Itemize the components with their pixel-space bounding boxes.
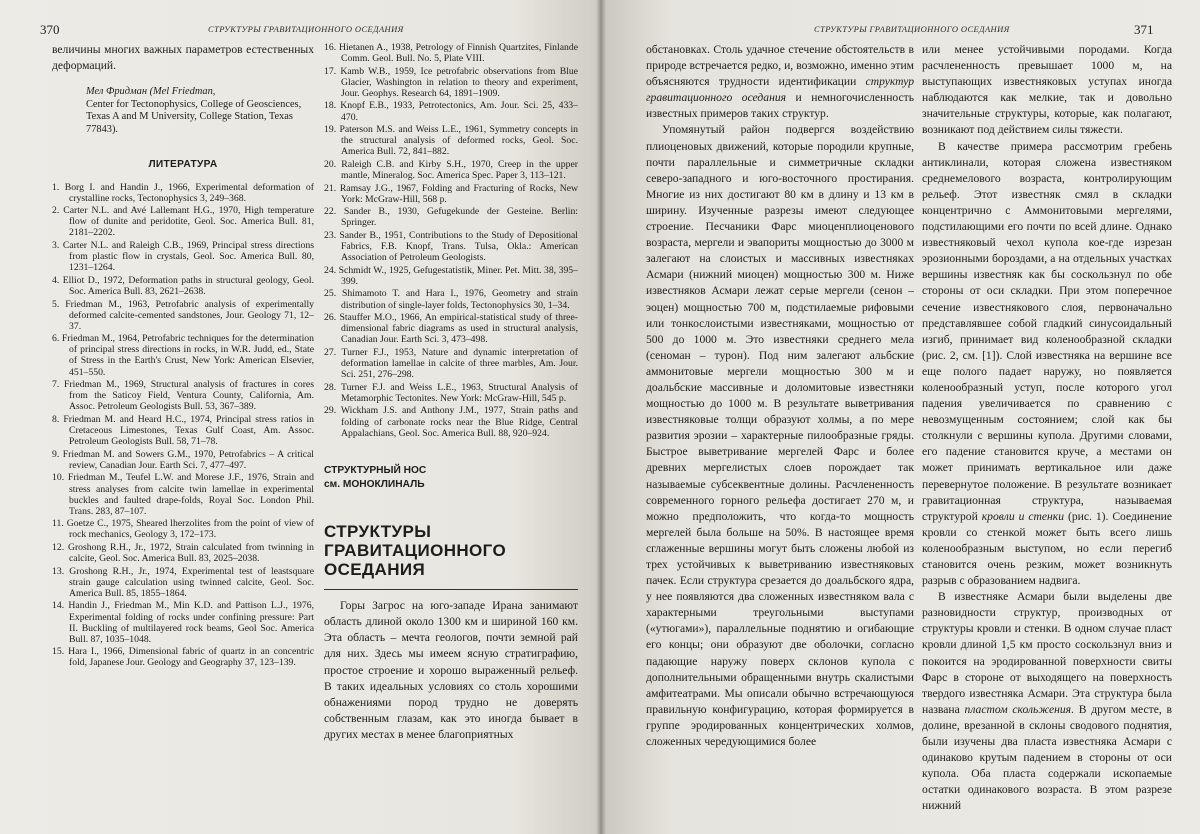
chapter-title bbox=[324, 522, 578, 579]
reference-item: 15. Hara I., 1966, Dimensional fabric of quartz in an concentric fold, Japanese Jour. Geology and Geography 37, 123–139. bbox=[52, 646, 314, 669]
cross-reference-heading-line2: см. МОНОКЛИНАЛЬ bbox=[324, 479, 425, 491]
chapter-title-line1: СТРУКТУРЫ bbox=[324, 522, 432, 542]
italic-term: кровли и стенки bbox=[981, 509, 1064, 523]
author-name: Мел Фридман (Mel Friedman, bbox=[86, 86, 216, 98]
reference-item: 25. Shimamoto T. and Hara I., 1976, Geometry and strain distribution of single-layer folds, Tectonophysics 30, 1–34. bbox=[324, 288, 578, 311]
reference-item: 11. Goetze C., 1975, Sheared lherzolites from the point of view of rock mechanics, Geology 3, 172–173. bbox=[52, 518, 314, 541]
reference-item: 2. Carter N.L. and Avé Lallemant H.G., 1970, High temperature flow of dunite and peridotite, Geol. Soc. America Bull. 81, 2181–2202. bbox=[52, 205, 314, 239]
text-run: В известняке Асмари были выделены две разновидности структур, производных от структуры кровли и стенки. В одном случае пласт кровли длиной 1,5 км просто соскользнул вниз и покоится на эродированной поверхности свиты Фарс в стороне от выходящего на поверхность твердого известняка Асмари. Эта структура была названа bbox=[922, 590, 1172, 716]
reference-item: 3. Carter N.L. and Raleigh C.B., 1969, Principal stress directions from plastic flow in crystals, Geol. Soc. America Bull. 80, 1231–1264. bbox=[52, 240, 314, 274]
right-column-1 bbox=[646, 42, 914, 834]
left-column-1 bbox=[52, 42, 314, 832]
reference-item: 22. Sander B., 1930, Gefugekunde der Gesteine. Berlin: Springer. bbox=[324, 206, 578, 229]
reference-item: 19. Paterson M.S. and Weiss L.E., 1961, Symmetry concepts in the structural analysis of deformed rocks, Geol. Soc. America Bull. 72, 841–882. bbox=[324, 124, 578, 158]
book-gutter-shadow bbox=[596, 0, 606, 834]
reference-item: 5. Friedman M., 1963, Petrofabric analysis of experimentally deformed calcite-cemented sandstones, Jour. Geology 71, 12–37. bbox=[52, 298, 314, 332]
page-number-right: 371 bbox=[1134, 22, 1154, 37]
author-affiliation: Center for Tectonophysics, College of Geosciences, Texas A and M University, College Station, Texas 77843). bbox=[86, 98, 302, 135]
reference-item: 4. Elliot D., 1972, Deformation paths in structural geology, Geol. Soc. America Bull. 83, 2621–2638. bbox=[52, 274, 314, 297]
body-paragraph: или менее устойчивыми породами. Когда расчлененность превышает 1000 м, на выступающих известняковых уступах иногда наблюдаются как мелкие, так и довольно значительные структуры, которые, как полагают, возникают под действием силы тяжести. bbox=[922, 43, 1172, 137]
reference-item: 6. Friedman M., 1964, Petrofabric techniques for the determination of principal stress directions in rocks, in W.R. Judd, ed., State of Stress in the Earth's Crust, New York: American Elsevier, 451–550. bbox=[52, 333, 314, 378]
reference-item: 14. Handin J., Friedman M., Min K.D. and Pattison L.J., 1976, Experimental folding of rocks under confining pressure: Part II. Buckling of multilayered rock beams, Geol Soc. America Bull. 87, 1035–1048. bbox=[52, 600, 314, 645]
reference-item: 26. Stauffer M.O., 1966, An empirical-statistical study of three-dimensional fabric diagrams as used in structural analysis, Canadian Jour. Earth Sci. 3, 473–498. bbox=[324, 312, 578, 346]
reference-item: 1. Borg I. and Handin J., 1966, Experimental deformation of crystalline rocks, Tectonophysics 3, 249–368. bbox=[52, 181, 314, 204]
chapter-intro-paragraph: Горы Загрос на юго-западе Ирана занимают область длиной около 1300 км и шириной 160 км. Эта область – мечта геологов, почти земной рай для них. Здесь мы имеем ясную стратиграфию, простое строение и хорошо выраженный рельеф. В таких идеальных условиях со столь хорошими обнажениями пород трудно не доверять собственным глазам, как это иногда бывает в других местах в менее благоприятных bbox=[324, 599, 578, 741]
reference-item: 12. Groshong R.H., Jr., 1972, Strain calculated from twinning in calcite, Geol. Soc. America Bull. 83, 2025–2038. bbox=[52, 541, 314, 565]
reference-item: 9. Friedman M. and Sowers G.M., 1970, Petrofabrics – A critical review, Canadian Jour. Earth Sci. 7, 477–497. bbox=[52, 448, 314, 471]
reference-item: 8. Friedman M. and Heard H.C., 1974, Principal stress ratios in Cretaceous Limestones, Texas Gulf Coast, Am. Assoc. Petroleum Geologists Bull. 58, 71–78. bbox=[52, 413, 314, 448]
reference-item: 23. Sander B., 1951, Contributions to the Study of Depositional Fabrics, F.B. Knopf, Trans. Tulsa, Okla.: American Association of Petroleum Geologists. bbox=[324, 230, 578, 264]
running-head-left: СТРУКТУРЫ ГРАВИТАЦИОННОГО ОСЕДАНИЯ bbox=[208, 24, 404, 34]
body-paragraph: Упомянутый район подвергся воздействию плиоценовых движений, которые породили крупные, почти параллельные и симметричные складки северо-западного и юго-восточного простирания. Многие из них достигают 80 км в длину и 13 км в ширину. Изученные разрезы имеют следующее строение. Песчаники Фарс миоценплиоценового возраста, мергели и эвапориты мощностью до 3000 м залегают на слоистых и массивных известняках Асмари (нижний миоцен) мощностью 300 м. Ниже известняков Асмари лежат серые мергели (сенон – эоцен) мощностью 700 м, подстилаемые рифовыми или тонкослоистыми известняками, мощностью от 500 до 1000 м. Это известняки среднего мела (сеноман – турон). Под ним залегают альбские аммонитовые мергели мощностью 300 м и доальбские массивные и доломитовые известняки мощностью до 1000 м. В результате выветривания известняковые толщи образуют холмы, а по мере развития эрозии – характерные пилообразные гряды. Быстрое выветривание мергелей Фарс и более древних мергелистых слоев порождает так называемые субсеквентные долины. Расчлененность современного горного рельефа достигает 270 м, и можно предположить, что когда-то мощность мергелей была больше на 50%. В настоящее время сглаженные вершины могут быть сложены любой из трех устойчивых к выветриванию известняковых пачек. Если структура срезается до доальбского ядра, у нее появляются два сложенных известняком вала с характерными треугольными выступами («утюгами»), параллельные поднятию и огибающие его концы; они образуют две оболочки, согласно падающие наружу поверх склонов купола с дополнительными обращенными внутрь скалистыми амфитеатрами. Мы описали обычно встречающуюся правильную конфигурацию, которая формируется в группе эродированных концентрических холмов, сложенных чередующимися более bbox=[646, 123, 914, 749]
page-number-left: 370 bbox=[40, 22, 60, 37]
running-head-right: СТРУКТУРЫ ГРАВИТАЦИОННОГО ОСЕДАНИЯ bbox=[814, 24, 1010, 34]
body-paragraph bbox=[646, 42, 914, 122]
chapter-title-line2: ГРАВИТАЦИОННОГО ОСЕДАНИЯ bbox=[324, 541, 507, 580]
text-run: обстановках. Столь удачное стечение обстоятельств в природе встречается редко, и, возможно, именно этим объясняются трудности идентификации bbox=[646, 43, 914, 89]
reference-item: 7. Friedman M., 1969, Structural analysis of fractures in cores from the Saticoy Field, Ventura County, California, Am. Assoc. Petroleum Geologists Bull. 53, 367–389. bbox=[52, 379, 314, 413]
cross-reference-heading-line1: СТРУКТУРНЫЙ НОС bbox=[324, 465, 427, 477]
text-run: . В другом месте, в долине, врезанной в склоны сводового поднятия, были изучены два пласта известняка Асмари с одинаково крутым падением в стороны от оси купола. Оба пласта содержали ископаемые остатки одинакового возраста. В этом разрезе нижний bbox=[922, 702, 1172, 813]
reference-list-1 bbox=[52, 182, 314, 669]
text-run: В качестве примера рассмотрим гребень антиклинали, которая сложена известняком среднемелового возраста, контролирующим рельеф. Этот известняк смял в складки концентрично с Аммонитовыми мергелями, подстилающими его почти по всей длине. Однако известняковый чехол купола кое-где изрезан эрозионными бороздами, а на отдельных участках вершины известняк как бы соскользнул по обе стороны от оси складки. При этом поперечное сечение известнякового слоя, первоначально представлявшее собой гладкий синусоидальный изгиб, принимает вид коленообразной складки (рис. 2, см. [1]). Слой известняка на вершине все еще полого падает наружу, но появляется коленообразный уступ, после которого угол падения увеличивается по сравнению с невозмущенным состоянием; слой как бы столкнули с вершины купола. Другими словами, его падение становится круче, а местами он может принимать вертикальное или даже перевернутое положение. В результате возникает гравитационная структура, называемая структурой bbox=[922, 139, 1172, 523]
chapter-rule bbox=[324, 589, 578, 590]
body-paragraph bbox=[922, 139, 1172, 590]
reference-item: 21. Ramsay J.G., 1967, Folding and Fracturing of Rocks, New York: McGraw-Hill, 568 p. bbox=[324, 182, 578, 205]
body-paragraph bbox=[922, 589, 1172, 814]
text-run: (рис. 1). Соединение кровли со стенкой может быть всего лишь коленообразным выступом, но если перегиб становится очень резким, может возникнуть разрыв с образованием надвига. bbox=[922, 509, 1172, 588]
reference-item: 10. Friedman M., Teufel L.W. and Morese J.F., 1976, Strain and stress analyses from calcite twin lamellae in experimental buckles and faulted drape-folds, Royal Soc. London Phil. Trans. 283, 87–107. bbox=[52, 472, 314, 517]
italic-term: структур гравитационного оседания bbox=[646, 75, 914, 105]
text-run: и немногочисленность известных примеров таких структур. bbox=[646, 91, 914, 121]
italic-term: пластом скольжения bbox=[964, 702, 1072, 716]
continued-paragraph: величины многих важных параметров естественных деформаций. bbox=[52, 43, 314, 73]
reference-item: 20. Raleigh C.B. and Kirby S.H., 1970, Creep in the upper mantle, Mineralog. Soc. America Spec. Paper 3, 113–121. bbox=[324, 158, 578, 182]
reference-item: 13. Groshong R.H., Jr., 1974, Experimental test of leastsquare strain gauge calculation using twinned calcite, Geol. Soc. America Bull. 85, 1855–1864. bbox=[52, 565, 314, 599]
reference-item: 24. Schmidt W., 1925, Gefugestatistik, Miner. Pet. Mitt. 38, 395–399. bbox=[324, 264, 578, 287]
reference-list-2 bbox=[324, 42, 578, 439]
literature-heading: ЛИТЕРАТУРА bbox=[148, 158, 218, 170]
reference-item: 28. Turner F.J. and Weiss L.E., 1963, Structural Analysis of Metamorphic Tectonites. New York: McGraw-Hill, 545 p. bbox=[324, 381, 578, 404]
reference-item: 27. Turner F.J., 1953, Nature and dynamic interpretation of deformation lamellae in calcite of three marbles, Am. Jour. Sci. 251, 276–298. bbox=[324, 346, 578, 381]
reference-item: 18. Knopf E.B., 1933, Petrotectonics, Am. Jour. Sci. 25, 433–470. bbox=[324, 100, 578, 123]
right-column-2 bbox=[922, 42, 1172, 834]
reference-item: 17. Kamb W.B., 1959, Ice petrofabric observations from Blue Glacier, Washington in relation to theory and experiment, Jour. Geophys. Research 64, 1891–1909. bbox=[324, 65, 578, 99]
right-page bbox=[600, 0, 1200, 834]
left-column-2 bbox=[324, 42, 578, 832]
reference-item: 16. Hietanen A., 1938, Petrology of Finnish Quartzites, Finlande Comm. Geol. Bull. No. 5, Plate VIII. bbox=[324, 42, 578, 65]
reference-item: 29. Wickham J.S. and Anthony J.M., 1977, Strain paths and folding of carbonate rocks near the Blue Ridge, Central Appalachians, Geol. Soc. America Bull. 88, 920–924. bbox=[324, 405, 578, 439]
